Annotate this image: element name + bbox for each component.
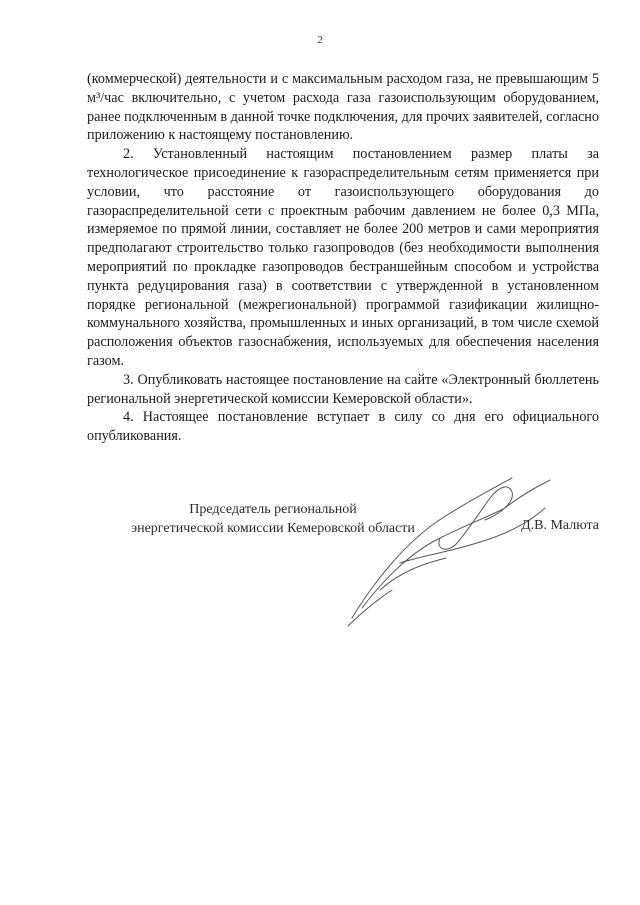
signatory-name: Д.В. Малюта: [521, 518, 599, 533]
paragraph-4: 4. Настоящее постановление вступает в силу со дня его официального опубликования.: [87, 409, 599, 445]
paragraph-continuation: (коммерческой) деятельности и с максимальным расходом газа, не превышающим 5 м³/час включительно, с учетом расхода газа газоиспользующим оборудованием, ранее подключенным в данной точке подключения, для прочих заявителей, согласно приложению к настоящему постановлению.: [87, 71, 599, 144]
signatory-title-line-1: Председатель региональной: [189, 502, 357, 517]
paragraph-3: 3. Опубликовать настоящее постановление на сайте «Электронный бюллетень региональной энергетической комиссии Кемеровской области».: [87, 371, 599, 407]
paragraph-2: 2. Установленный настоящим постановлением размер платы за технологическое присоединение к газораспределительным сетям применяется при условии, что расстояние от газоиспользующего оборудования до газораспределительной сети с проектным рабочим давлением не более 0,3 МПа, измеряемое по прямой линии, составляет не более 200 метров и сами мероприятия предполагают строительство только газопроводов (без необходимости выполнения мероприятий по прокладке газопроводов бестраншейным способом и устройства пункта редуцирования газа) в соответствии с утвержденной в установленном порядке региональной (межрегиональной) программой газификации жилищно-коммунального хозяйства, промышленных и иных организаций, в том числе схемой расположения объектов газоснабжения, используемых для обеспечения населения газом.: [87, 146, 599, 369]
document-body: [87, 70, 599, 446]
page-number: 2: [317, 34, 323, 46]
signatory-title-line-2: энергетической комиссии Кемеровской области: [131, 521, 415, 536]
handwritten-signature: [340, 468, 570, 628]
